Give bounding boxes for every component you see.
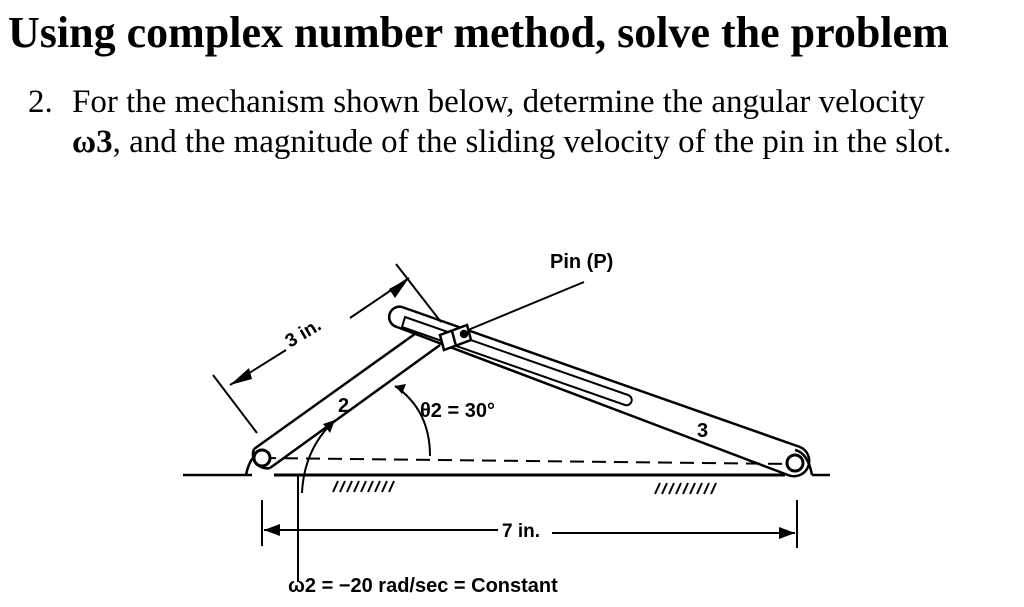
pivot-left — [254, 450, 270, 466]
problem-number: 2. — [28, 84, 53, 120]
slot — [402, 317, 632, 405]
problem-heading: Using complex number method, solve the problem — [8, 8, 949, 57]
ground-hatching-right — [655, 483, 716, 494]
ground-hatching-left — [333, 481, 394, 492]
ground-length-label: 7 in. — [502, 521, 541, 542]
pin-label: Pin (P) — [550, 251, 614, 273]
problem-text-line-1: For the mechanism shown below, determine the angular velocity — [72, 84, 925, 120]
theta2-label: θ2 = 30° — [420, 400, 495, 422]
dimension-3in — [213, 264, 441, 433]
link2-number: 2 — [338, 395, 350, 417]
pin-leader-line — [468, 282, 584, 330]
dimension-7in-arrow-right — [779, 527, 795, 539]
omega3-symbol: ω3 — [72, 124, 113, 160]
reference-dashed-line — [262, 458, 795, 464]
link3-number: 3 — [697, 420, 709, 442]
dimension-7in-arrow-left — [264, 524, 280, 536]
dimension-3in-arrow-right — [389, 278, 409, 298]
link2-length-label: 3 in. — [281, 314, 326, 353]
omega2-label: ω2 = −20 rad/sec = Constant — [288, 575, 558, 597]
dimension-3in-arrow-left — [230, 368, 252, 385]
problem-text-line-2-rest: , and the magnitude of the sliding velocity of the pin in the slot. — [112, 124, 952, 160]
pivot-right — [787, 455, 803, 471]
